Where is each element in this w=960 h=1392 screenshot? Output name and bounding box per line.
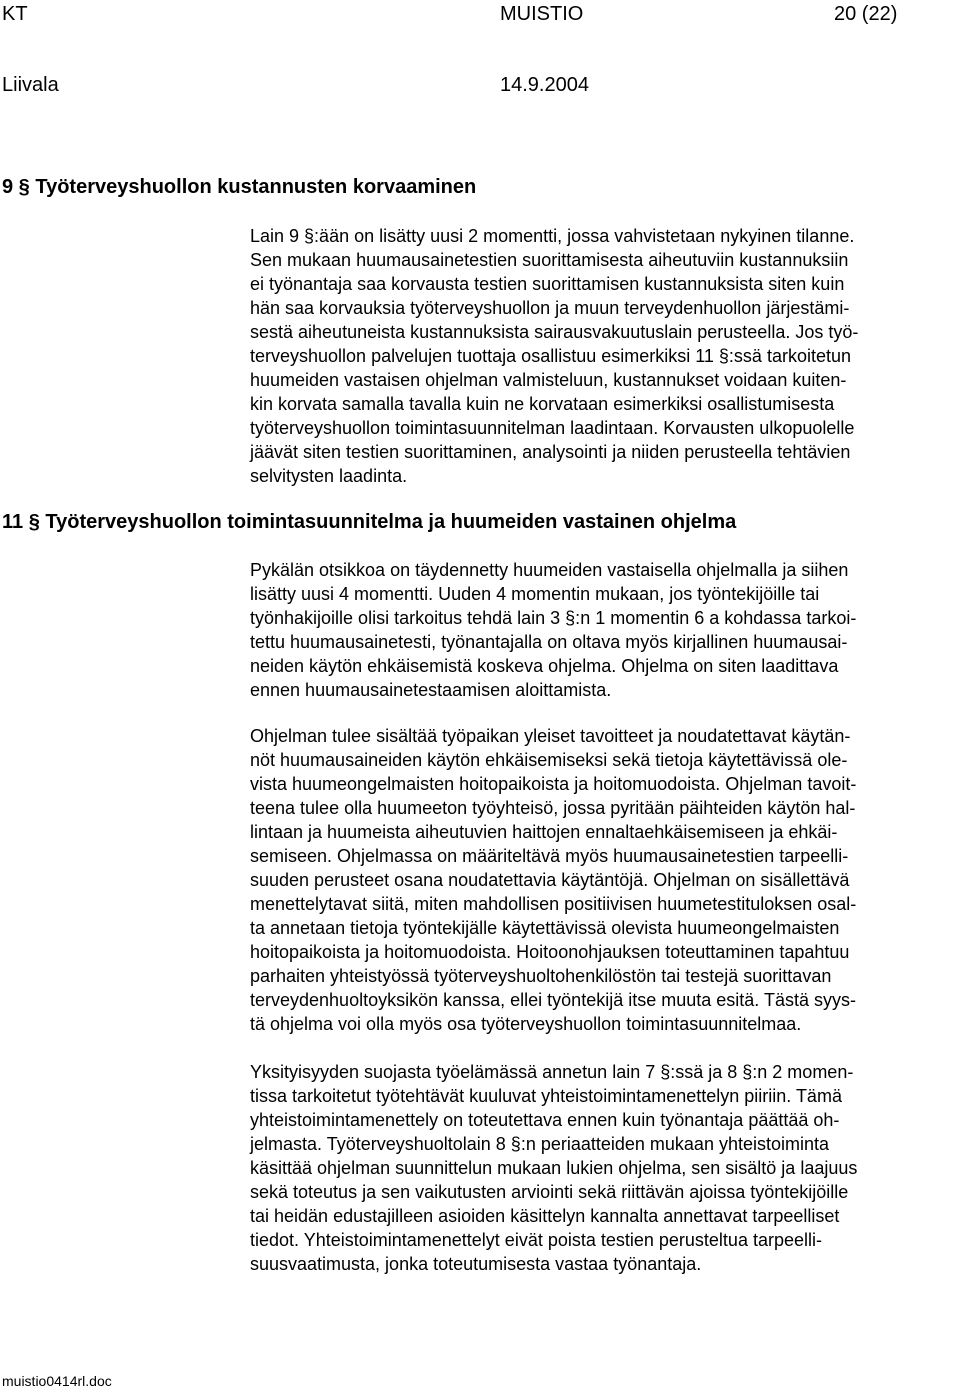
header-date: 14.9.2004 [500, 74, 589, 96]
header-doc-type: MUISTIO [500, 3, 584, 25]
text-line: teena tulee olla huumeeton työyhteisö, jossa pyritään päihteiden käytön hal- [250, 798, 856, 818]
text-line: tä ohjelma voi olla myös osa työterveyshuollon toimintasuunnitelmaa. [250, 1014, 802, 1034]
header-page-number: 20 (22) [834, 3, 898, 25]
text-line: hoitopaikoista ja hoitomuodoista. Hoitoonohjauksen toteuttaminen tapahtuu [250, 942, 850, 962]
text-line: ennen huumausainetestaamisen aloittamista. [250, 680, 612, 700]
text-line: Sen mukaan huumausainetestien suorittamisesta aiheutuviin kustannuksiin [250, 250, 849, 270]
section-11-heading: 11 § Työterveyshuollon toimintasuunnitelma ja huumeiden vastainen ohjelma [2, 511, 737, 533]
text-line: hän saa korvauksia työterveyshuollon ja muun terveydenhuollon järjestämi- [250, 298, 850, 318]
text-line: ta annetaan tietoja työntekijälle käytettävissä olevista huumeongelmaisten [250, 918, 840, 938]
text-line: työnhakijoille olisi tarkoitus tehdä lain 3 §:n 1 momentin 6 a kohdassa tarkoi- [250, 608, 857, 628]
text-line: jäävät siten testien suorittaminen, analysointi ja niiden perusteella tehtävien [250, 442, 851, 462]
text-line: selvitysten laadinta. [250, 466, 408, 486]
text-line: tissa tarkoitetut työtehtävät kuuluvat yhteistoimintamenettelyn piiriin. Tämä [250, 1086, 842, 1106]
text-line: suuden perusteet osana noudatettavia käytäntöjä. Ohjelman on sisällettävä [250, 870, 850, 890]
text-line: huumeiden vastaisen ohjelman valmisteluun, kustannukset voidaan kuiten- [250, 370, 847, 390]
text-line: Yksityisyyden suojasta työelämässä annetun lain 7 §:ssä ja 8 §:n 2 momen- [250, 1062, 854, 1082]
text-line: sekä toteutus ja sen vaikutusten arviointi sekä riittävän ajoissa työntekijöille [250, 1182, 849, 1202]
text-line: menettelytavat siitä, miten mahdollisen positiivisen huumetestituloksen osal- [250, 894, 857, 914]
text-line: Pykälän otsikkoa on täydennetty huumeiden vastaisella ohjelmalla ja siihen [250, 560, 849, 580]
text-line: lisätty uusi 4 momentti. Uuden 4 momentin mukaan, jos työntekijöille tai [250, 584, 820, 604]
header-location: Liivala [2, 74, 59, 96]
section-9-heading: 9 § Työterveyshuollon kustannusten korvaaminen [2, 176, 477, 198]
text-line: sestä aiheutuneista kustannuksista sairausvakuutuslain perusteella. Jos työ- [250, 322, 859, 342]
text-line: terveyshuollon palvelujen tuottaja osallistuu esimerkiksi 11 §:ssä tarkoitetun [250, 346, 851, 366]
text-line: terveydenhuoltoyksikön kanssa, ellei työntekijä itse muuta esitä. Tästä syys- [250, 990, 856, 1010]
text-line: lintaan ja huumeista aiheutuvien haittojen ennaltaehkäisemiseen ja ehkäi- [250, 822, 838, 842]
text-line: tai heidän edustajilleen asioiden käsittelyn kannalta annettavat tarpeelliset [250, 1206, 840, 1226]
text-line: tettu huumausainetesti, työnantajalla on oltava myös kirjallinen huumausai- [250, 632, 848, 652]
text-line: kin korvata samalla tavalla kuin ne korvataan esimerkiksi osallistumisesta [250, 394, 835, 414]
text-line: vista huumeongelmaisten hoitopaikoista ja hoitomuodoista. Ohjelman tavoit- [250, 774, 857, 794]
text-line: työterveyshuollon toimintasuunnitelman laadintaan. Korvausten ulkopuolelle [250, 418, 855, 438]
text-line: tiedot. Yhteistoimintamenettelyt eivät poista testien perusteltua tarpeelli- [250, 1230, 822, 1250]
text-line: neiden käytön ehkäisemistä koskeva ohjelma. Ohjelma on siten laadittava [250, 656, 839, 676]
text-line: ei työnantaja saa korvausta testien suorittamisen kustannuksista siten kuin [250, 274, 845, 294]
text-line: jelmasta. Työterveyshuoltolain 8 §:n periaatteiden mukaan yhteistoiminta [250, 1134, 829, 1154]
text-line: yhteistoimintamenettely on toteutettava ennen kuin työnantaja päättää oh- [250, 1110, 840, 1130]
text-line: semiseen. Ohjelmassa on määriteltävä myös huumausainetestien tarpeelli- [250, 846, 849, 866]
text-line: Ohjelman tulee sisältää työpaikan yleiset tavoitteet ja noudatettavat käytän- [250, 726, 851, 746]
header-org: KT [2, 3, 28, 25]
text-line: käsittää ohjelman suunnittelun mukaan lukien ohjelma, sen sisältö ja laajuus [250, 1158, 858, 1178]
text-line: suusvaatimusta, jonka toteutumisesta vastaa työnantaja. [250, 1254, 702, 1274]
text-line: Lain 9 §:ään on lisätty uusi 2 momentti, jossa vahvistetaan nykyinen tilanne. [250, 226, 855, 246]
footer-filename: muistio0414rl.doc [2, 1373, 112, 1389]
text-line: nöt huumausaineiden käytön ehkäisemiseksi sekä tietoja käytettävissä ole- [250, 750, 848, 770]
text-line: parhaiten yhteistyössä työterveyshuoltohenkilöstön tai testejä suorittavan [250, 966, 832, 986]
